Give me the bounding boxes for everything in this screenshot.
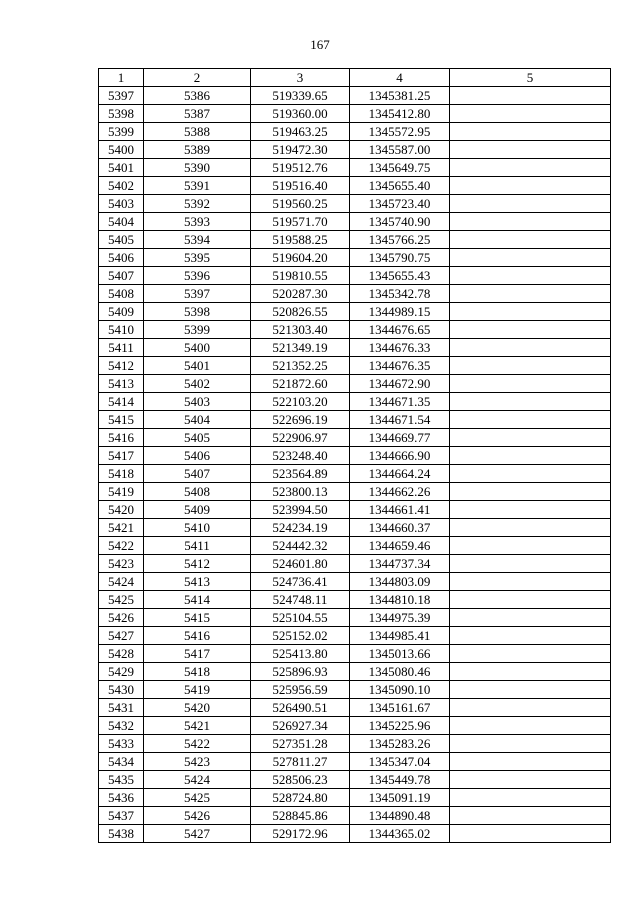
note-cell: [450, 105, 611, 123]
note-cell: [450, 447, 611, 465]
row-number-cell: 5401: [99, 159, 144, 177]
note-cell: [450, 285, 611, 303]
table-row: [99, 699, 611, 717]
column-header-1: 1: [99, 69, 144, 87]
y-coordinate-cell: 1344737.34: [350, 555, 450, 573]
y-coordinate-cell: 1345091.19: [350, 789, 450, 807]
table-row: [99, 789, 611, 807]
x-coordinate-cell: 525896.93: [251, 663, 350, 681]
note-cell: [450, 303, 611, 321]
y-coordinate-cell: 1345412.80: [350, 105, 450, 123]
row-number-cell: 5416: [99, 429, 144, 447]
y-coordinate-cell: 1345225.96: [350, 717, 450, 735]
x-coordinate-cell: 520287.30: [251, 285, 350, 303]
x-coordinate-cell: 521303.40: [251, 321, 350, 339]
note-cell: [450, 393, 611, 411]
point-number-cell: 5418: [144, 663, 251, 681]
table-row: [99, 753, 611, 771]
table-row: [99, 573, 611, 591]
note-cell: [450, 267, 611, 285]
y-coordinate-cell: 1344810.18: [350, 591, 450, 609]
table-row: [99, 411, 611, 429]
row-number-cell: 5433: [99, 735, 144, 753]
point-number-cell: 5403: [144, 393, 251, 411]
table-row: [99, 735, 611, 753]
y-coordinate-cell: 1344803.09: [350, 573, 450, 591]
note-cell: [450, 411, 611, 429]
x-coordinate-cell: 528724.80: [251, 789, 350, 807]
row-number-cell: 5414: [99, 393, 144, 411]
note-cell: [450, 321, 611, 339]
y-coordinate-cell: 1344671.35: [350, 393, 450, 411]
note-cell: [450, 609, 611, 627]
point-number-cell: 5414: [144, 591, 251, 609]
point-number-cell: 5401: [144, 357, 251, 375]
x-coordinate-cell: 524748.11: [251, 591, 350, 609]
note-cell: [450, 465, 611, 483]
table-row: [99, 321, 611, 339]
row-number-cell: 5403: [99, 195, 144, 213]
row-number-cell: 5402: [99, 177, 144, 195]
table-row: [99, 627, 611, 645]
row-number-cell: 5411: [99, 339, 144, 357]
y-coordinate-cell: 1344666.90: [350, 447, 450, 465]
x-coordinate-cell: 519560.25: [251, 195, 350, 213]
row-number-cell: 5432: [99, 717, 144, 735]
y-coordinate-cell: 1344985.41: [350, 627, 450, 645]
y-coordinate-cell: 1344659.46: [350, 537, 450, 555]
point-number-cell: 5419: [144, 681, 251, 699]
point-number-cell: 5395: [144, 249, 251, 267]
x-coordinate-cell: 527351.28: [251, 735, 350, 753]
note-cell: [450, 717, 611, 735]
note-cell: [450, 699, 611, 717]
point-number-cell: 5423: [144, 753, 251, 771]
point-number-cell: 5417: [144, 645, 251, 663]
table-row: [99, 267, 611, 285]
row-number-cell: 5428: [99, 645, 144, 663]
row-number-cell: 5407: [99, 267, 144, 285]
y-coordinate-cell: 1344365.02: [350, 825, 450, 843]
table-row: [99, 123, 611, 141]
y-coordinate-cell: 1345723.40: [350, 195, 450, 213]
y-coordinate-cell: 1345766.25: [350, 231, 450, 249]
table-row: [99, 87, 611, 105]
row-number-cell: 5424: [99, 573, 144, 591]
y-coordinate-cell: 1345587.00: [350, 141, 450, 159]
table-row: [99, 195, 611, 213]
note-cell: [450, 735, 611, 753]
point-number-cell: 5402: [144, 375, 251, 393]
y-coordinate-cell: 1345649.75: [350, 159, 450, 177]
point-number-cell: 5392: [144, 195, 251, 213]
row-number-cell: 5418: [99, 465, 144, 483]
y-coordinate-cell: 1344676.35: [350, 357, 450, 375]
table-row: [99, 825, 611, 843]
table-row: [99, 231, 611, 249]
table-row: [99, 357, 611, 375]
x-coordinate-cell: 523564.89: [251, 465, 350, 483]
point-number-cell: 5410: [144, 519, 251, 537]
point-number-cell: 5412: [144, 555, 251, 573]
note-cell: [450, 681, 611, 699]
x-coordinate-cell: 521349.19: [251, 339, 350, 357]
point-number-cell: 5416: [144, 627, 251, 645]
y-coordinate-cell: 1344676.65: [350, 321, 450, 339]
table-row: [99, 519, 611, 537]
table-row: [99, 447, 611, 465]
row-number-cell: 5435: [99, 771, 144, 789]
y-coordinate-cell: 1344989.15: [350, 303, 450, 321]
x-coordinate-cell: 528506.23: [251, 771, 350, 789]
x-coordinate-cell: 519463.25: [251, 123, 350, 141]
note-cell: [450, 249, 611, 267]
column-header-5: 5: [450, 69, 611, 87]
note-cell: [450, 177, 611, 195]
point-number-cell: 5390: [144, 159, 251, 177]
table-row: [99, 591, 611, 609]
x-coordinate-cell: 519810.55: [251, 267, 350, 285]
point-number-cell: 5391: [144, 177, 251, 195]
row-number-cell: 5420: [99, 501, 144, 519]
row-number-cell: 5417: [99, 447, 144, 465]
x-coordinate-cell: 523994.50: [251, 501, 350, 519]
x-coordinate-cell: 522906.97: [251, 429, 350, 447]
point-number-cell: 5427: [144, 825, 251, 843]
row-number-cell: 5422: [99, 537, 144, 555]
x-coordinate-cell: 521352.25: [251, 357, 350, 375]
note-cell: [450, 141, 611, 159]
table-row: [99, 609, 611, 627]
row-number-cell: 5437: [99, 807, 144, 825]
x-coordinate-cell: 522103.20: [251, 393, 350, 411]
row-number-cell: 5408: [99, 285, 144, 303]
table-row: [99, 393, 611, 411]
row-number-cell: 5406: [99, 249, 144, 267]
row-number-cell: 5419: [99, 483, 144, 501]
x-coordinate-cell: 519516.40: [251, 177, 350, 195]
note-cell: [450, 771, 611, 789]
table-row: [99, 681, 611, 699]
x-coordinate-cell: 526927.34: [251, 717, 350, 735]
row-number-cell: 5405: [99, 231, 144, 249]
point-number-cell: 5388: [144, 123, 251, 141]
note-cell: [450, 483, 611, 501]
table-row: [99, 663, 611, 681]
x-coordinate-cell: 519339.65: [251, 87, 350, 105]
row-number-cell: 5404: [99, 213, 144, 231]
row-number-cell: 5412: [99, 357, 144, 375]
row-number-cell: 5415: [99, 411, 144, 429]
y-coordinate-cell: 1345342.78: [350, 285, 450, 303]
point-number-cell: 5397: [144, 285, 251, 303]
table-row: [99, 501, 611, 519]
row-number-cell: 5398: [99, 105, 144, 123]
x-coordinate-cell: 524736.41: [251, 573, 350, 591]
y-coordinate-cell: 1344660.37: [350, 519, 450, 537]
note-cell: [450, 357, 611, 375]
note-cell: [450, 195, 611, 213]
note-cell: [450, 519, 611, 537]
y-coordinate-cell: 1344975.39: [350, 609, 450, 627]
x-coordinate-cell: 519512.76: [251, 159, 350, 177]
point-number-cell: 5422: [144, 735, 251, 753]
row-number-cell: 5430: [99, 681, 144, 699]
y-coordinate-cell: 1345080.46: [350, 663, 450, 681]
x-coordinate-cell: 521872.60: [251, 375, 350, 393]
x-coordinate-cell: 519571.70: [251, 213, 350, 231]
x-coordinate-cell: 519360.00: [251, 105, 350, 123]
point-number-cell: 5409: [144, 501, 251, 519]
note-cell: [450, 87, 611, 105]
table-row: [99, 105, 611, 123]
note-cell: [450, 573, 611, 591]
point-number-cell: 5420: [144, 699, 251, 717]
table-row: [99, 249, 611, 267]
point-number-cell: 5424: [144, 771, 251, 789]
table-row: [99, 483, 611, 501]
y-coordinate-cell: 1345655.43: [350, 267, 450, 285]
row-number-cell: 5429: [99, 663, 144, 681]
y-coordinate-cell: 1344662.26: [350, 483, 450, 501]
y-coordinate-cell: 1344661.41: [350, 501, 450, 519]
y-coordinate-cell: 1345790.75: [350, 249, 450, 267]
note-cell: [450, 339, 611, 357]
note-cell: [450, 537, 611, 555]
row-number-cell: 5399: [99, 123, 144, 141]
point-number-cell: 5393: [144, 213, 251, 231]
point-number-cell: 5404: [144, 411, 251, 429]
table-row: [99, 285, 611, 303]
row-number-cell: 5431: [99, 699, 144, 717]
column-header-2: 2: [144, 69, 251, 87]
note-cell: [450, 753, 611, 771]
note-cell: [450, 123, 611, 141]
point-number-cell: 5426: [144, 807, 251, 825]
table-row: [99, 717, 611, 735]
table-row: [99, 537, 611, 555]
table-row: [99, 375, 611, 393]
y-coordinate-cell: 1345161.67: [350, 699, 450, 717]
page-number: 167: [310, 37, 330, 52]
row-number-cell: 5397: [99, 87, 144, 105]
point-number-cell: 5405: [144, 429, 251, 447]
point-number-cell: 5425: [144, 789, 251, 807]
y-coordinate-cell: 1345381.25: [350, 87, 450, 105]
table-row: [99, 141, 611, 159]
note-cell: [450, 231, 611, 249]
note-cell: [450, 375, 611, 393]
x-coordinate-cell: 524442.32: [251, 537, 350, 555]
y-coordinate-cell: 1345655.40: [350, 177, 450, 195]
table-row: [99, 177, 611, 195]
point-number-cell: 5389: [144, 141, 251, 159]
point-number-cell: 5399: [144, 321, 251, 339]
table-row: [99, 159, 611, 177]
point-number-cell: 5406: [144, 447, 251, 465]
y-coordinate-cell: 1344676.33: [350, 339, 450, 357]
x-coordinate-cell: 523248.40: [251, 447, 350, 465]
x-coordinate-cell: 519588.25: [251, 231, 350, 249]
row-number-cell: 5413: [99, 375, 144, 393]
y-coordinate-cell: 1345347.04: [350, 753, 450, 771]
note-cell: [450, 159, 611, 177]
point-number-cell: 5386: [144, 87, 251, 105]
x-coordinate-cell: 525152.02: [251, 627, 350, 645]
note-cell: [450, 807, 611, 825]
y-coordinate-cell: 1344672.90: [350, 375, 450, 393]
table-header-row: [99, 69, 611, 87]
coordinates-table: [98, 68, 611, 843]
x-coordinate-cell: 528845.86: [251, 807, 350, 825]
note-cell: [450, 789, 611, 807]
point-number-cell: 5407: [144, 465, 251, 483]
row-number-cell: 5409: [99, 303, 144, 321]
row-number-cell: 5436: [99, 789, 144, 807]
point-number-cell: 5411: [144, 537, 251, 555]
note-cell: [450, 663, 611, 681]
point-number-cell: 5394: [144, 231, 251, 249]
table-row: [99, 465, 611, 483]
x-coordinate-cell: 525104.55: [251, 609, 350, 627]
row-number-cell: 5427: [99, 627, 144, 645]
table-row: [99, 555, 611, 573]
x-coordinate-cell: 529172.96: [251, 825, 350, 843]
point-number-cell: 5413: [144, 573, 251, 591]
table-row: [99, 807, 611, 825]
x-coordinate-cell: 527811.27: [251, 753, 350, 771]
note-cell: [450, 627, 611, 645]
table-row: [99, 429, 611, 447]
row-number-cell: 5434: [99, 753, 144, 771]
y-coordinate-cell: 1345090.10: [350, 681, 450, 699]
row-number-cell: 5421: [99, 519, 144, 537]
table-row: [99, 771, 611, 789]
x-coordinate-cell: 525956.59: [251, 681, 350, 699]
note-cell: [450, 555, 611, 573]
table-row: [99, 213, 611, 231]
x-coordinate-cell: 526490.51: [251, 699, 350, 717]
point-number-cell: 5415: [144, 609, 251, 627]
table-row: [99, 645, 611, 663]
point-number-cell: 5398: [144, 303, 251, 321]
point-number-cell: 5387: [144, 105, 251, 123]
note-cell: [450, 429, 611, 447]
column-header-4: 4: [350, 69, 450, 87]
x-coordinate-cell: 524234.19: [251, 519, 350, 537]
y-coordinate-cell: 1345283.26: [350, 735, 450, 753]
note-cell: [450, 213, 611, 231]
y-coordinate-cell: 1344664.24: [350, 465, 450, 483]
table-row: [99, 339, 611, 357]
row-number-cell: 5410: [99, 321, 144, 339]
x-coordinate-cell: 522696.19: [251, 411, 350, 429]
row-number-cell: 5438: [99, 825, 144, 843]
x-coordinate-cell: 519472.30: [251, 141, 350, 159]
y-coordinate-cell: 1345449.78: [350, 771, 450, 789]
column-header-3: 3: [251, 69, 350, 87]
point-number-cell: 5396: [144, 267, 251, 285]
row-number-cell: 5425: [99, 591, 144, 609]
row-number-cell: 5426: [99, 609, 144, 627]
x-coordinate-cell: 519604.20: [251, 249, 350, 267]
point-number-cell: 5421: [144, 717, 251, 735]
row-number-cell: 5423: [99, 555, 144, 573]
table-body: [99, 87, 611, 843]
point-number-cell: 5408: [144, 483, 251, 501]
y-coordinate-cell: 1345572.95: [350, 123, 450, 141]
note-cell: [450, 591, 611, 609]
x-coordinate-cell: 520826.55: [251, 303, 350, 321]
y-coordinate-cell: 1344671.54: [350, 411, 450, 429]
table-row: [99, 303, 611, 321]
y-coordinate-cell: 1344669.77: [350, 429, 450, 447]
y-coordinate-cell: 1345013.66: [350, 645, 450, 663]
x-coordinate-cell: 524601.80: [251, 555, 350, 573]
row-number-cell: 5400: [99, 141, 144, 159]
note-cell: [450, 825, 611, 843]
x-coordinate-cell: 525413.80: [251, 645, 350, 663]
point-number-cell: 5400: [144, 339, 251, 357]
note-cell: [450, 645, 611, 663]
note-cell: [450, 501, 611, 519]
x-coordinate-cell: 523800.13: [251, 483, 350, 501]
y-coordinate-cell: 1345740.90: [350, 213, 450, 231]
y-coordinate-cell: 1344890.48: [350, 807, 450, 825]
